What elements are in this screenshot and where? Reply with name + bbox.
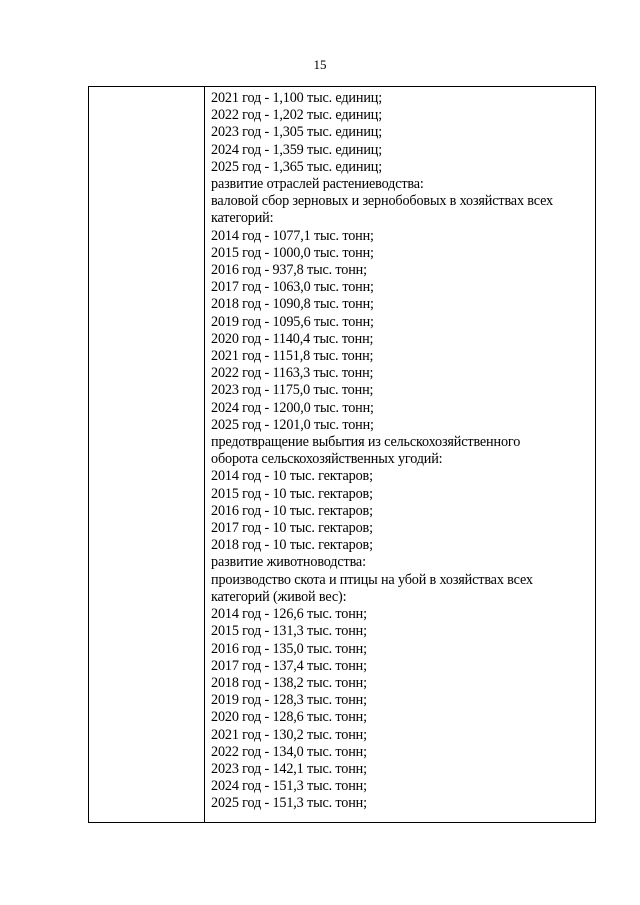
table-text-line: развитие отраслей растениеводства: <box>211 176 424 193</box>
table-text-line: 2014 год - 10 тыс. гектаров; <box>211 468 373 485</box>
table-text-line: категорий (живой вес): <box>211 588 347 605</box>
table-text-line: 2024 год - 1,359 тыс. единиц; <box>211 141 382 158</box>
table-text-line: 2014 год - 126,6 тыс. тонн; <box>211 606 367 623</box>
table-text-line: 2023 год - 1175,0 тыс. тонн; <box>211 382 374 399</box>
table-text-line: 2016 год - 135,0 тыс. тонн; <box>211 640 367 657</box>
table-text-line: 2017 год - 1063,0 тыс. тонн; <box>211 279 374 296</box>
table-text-line: 2022 год - 134,0 тыс. тонн; <box>211 743 367 760</box>
table-text-line: оборота сельскохозяйственных угодий: <box>211 451 443 468</box>
table-text-line: 2025 год - 151,3 тыс. тонн; <box>211 795 367 812</box>
table-text-line: 2018 год - 138,2 тыс. тонн; <box>211 674 367 691</box>
table-right-cell <box>211 90 587 813</box>
table-text-line: 2017 год - 137,4 тыс. тонн; <box>211 657 367 674</box>
table-text-line: 2024 год - 151,3 тыс. тонн; <box>211 778 367 795</box>
table-text-line: категорий: <box>211 210 274 227</box>
table-text-line: 2020 год - 1140,4 тыс. тонн; <box>211 330 374 347</box>
table-text-line: 2025 год - 1201,0 тыс. тонн; <box>211 416 374 433</box>
table-text-line: 2015 год - 131,3 тыс. тонн; <box>211 623 367 640</box>
table-text-line: 2022 год - 1,202 тыс. единиц; <box>211 107 382 124</box>
table-text-line: 2014 год - 1077,1 тыс. тонн; <box>211 227 374 244</box>
table-text-line: 2025 год - 1,365 тыс. единиц; <box>211 158 382 175</box>
table-text-line: 2019 год - 128,3 тыс. тонн; <box>211 692 367 709</box>
table-text-line: 2023 год - 142,1 тыс. тонн; <box>211 760 367 777</box>
table-text-line: 2024 год - 1200,0 тыс. тонн; <box>211 399 374 416</box>
table-text-line: 2023 год - 1,305 тыс. единиц; <box>211 124 382 141</box>
table-text-line: 2018 год - 1090,8 тыс. тонн; <box>211 296 374 313</box>
table-text-line: 2018 год - 10 тыс. гектаров; <box>211 537 373 554</box>
table-text-line: 2020 год - 128,6 тыс. тонн; <box>211 709 367 726</box>
table-text-line: 2021 год - 1151,8 тыс. тонн; <box>211 348 374 365</box>
table-text-line: 2016 год - 10 тыс. гектаров; <box>211 502 373 519</box>
table-text-line: 2015 год - 1000,0 тыс. тонн; <box>211 244 374 261</box>
table-text-line: предотвращение выбытия из сельскохозяйственного <box>211 434 521 451</box>
table-text-line: 2021 год - 130,2 тыс. тонн; <box>211 726 367 743</box>
table-text-line: 2022 год - 1163,3 тыс. тонн; <box>211 365 374 382</box>
page-number: 15 <box>313 57 327 72</box>
table-text-line: развитие животноводства: <box>211 554 366 571</box>
table-text-line: производство скота и птицы на убой в хозяйствах всех <box>211 571 533 588</box>
table-text-line: валовой сбор зерновых и зернобобовых в хозяйствах всех <box>211 193 553 210</box>
table-text-line: 2016 год - 937,8 тыс. тонн; <box>211 262 367 279</box>
document-table <box>88 86 596 823</box>
table-left-cell <box>89 87 205 822</box>
table-text-line: 2019 год - 1095,6 тыс. тонн; <box>211 313 374 330</box>
table-text-line: 2021 год - 1,100 тыс. единиц; <box>211 90 382 106</box>
table-text-line: 2015 год - 10 тыс. гектаров; <box>211 485 373 502</box>
table-text-line: 2017 год - 10 тыс. гектаров; <box>211 520 373 537</box>
